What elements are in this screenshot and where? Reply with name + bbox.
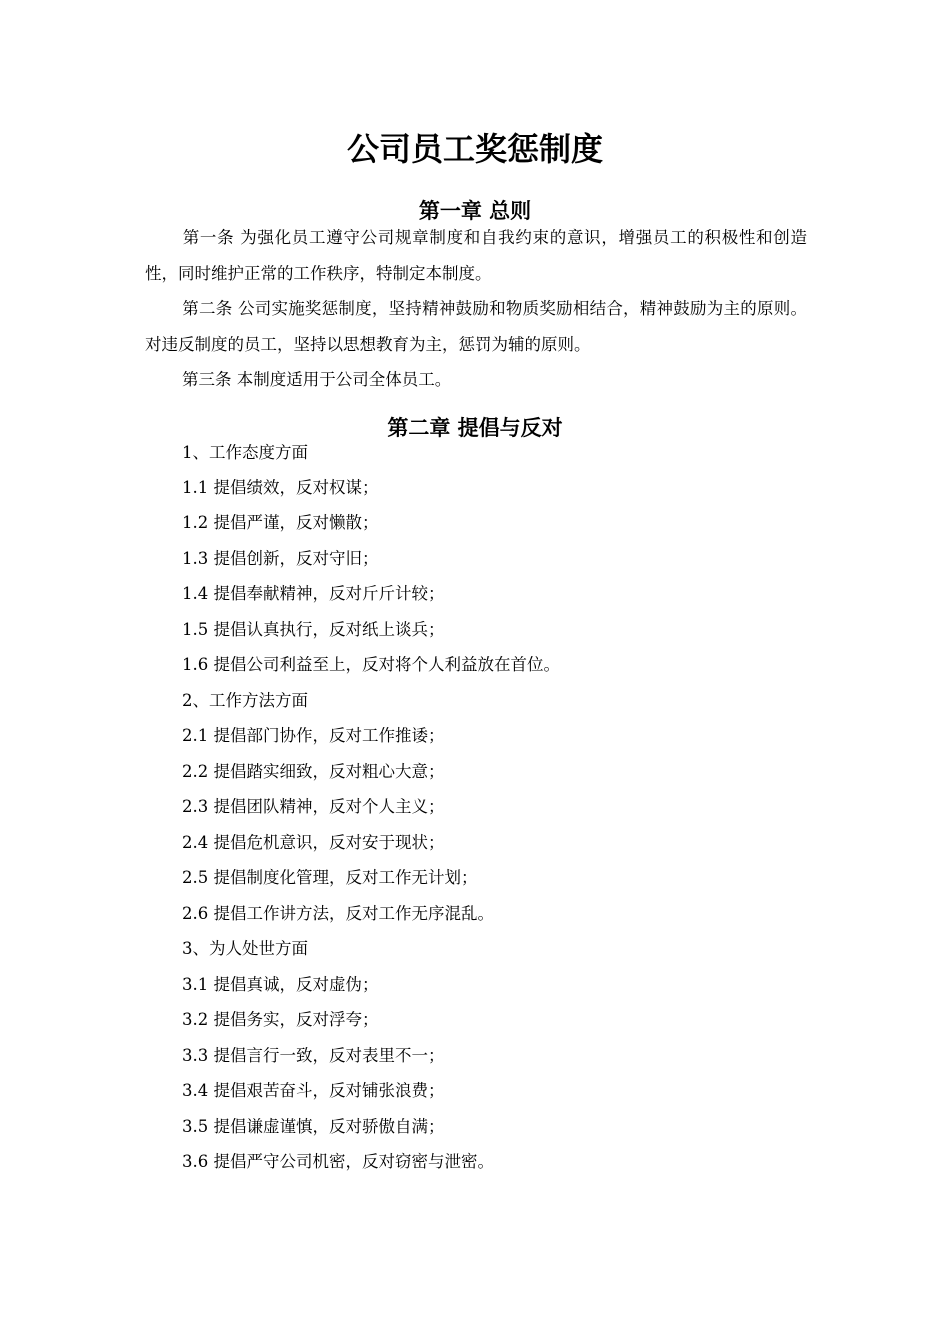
- article-3-text: 第三条 本制度适用于公司全体员工。: [182, 370, 452, 389]
- list-item: 3.5 提倡谦虚谨慎，反对骄傲自满；: [182, 1117, 445, 1136]
- document-title: 公司员工奖惩制度: [346, 130, 603, 168]
- article-3: [145, 362, 807, 398]
- list-item: 2.5 提倡制度化管理，反对工作无计划；: [182, 868, 478, 887]
- list-item: 1.3 提倡创新，反对守旧；: [182, 549, 379, 568]
- list-item: 2.6 提倡工作讲方法，反对工作无序混乱。: [182, 904, 494, 923]
- list-item: 1.6 提倡公司利益至上，反对将个人利益放在首位。: [182, 655, 560, 674]
- list-item: 2.3 提倡团队精神，反对个人主义；: [182, 797, 445, 816]
- list-item: 2.4 提倡危机意识，反对安于现状；: [182, 833, 445, 852]
- list-item: 3.2 提倡务实，反对浮夸；: [182, 1010, 379, 1029]
- list-item: 3.3 提倡言行一致，反对表里不一；: [182, 1046, 445, 1065]
- section-heading: 1、工作态度方面: [182, 443, 308, 462]
- list-item: 2.1 提倡部门协作，反对工作推诿；: [182, 726, 445, 745]
- article-1-text: 第一条 为强化员工遵守公司规章制度和自我约束的意识，增强员工的积极性和创造性，同时维护正常的工作秩序，特制定本制度。: [145, 228, 807, 283]
- list-item: 3.1 提倡真诚，反对虚伪；: [182, 975, 379, 994]
- list-item: 3.6 提倡严守公司机密，反对窃密与泄密。: [182, 1152, 494, 1171]
- list-item: 1.2 提倡严谨，反对懒散；: [182, 513, 379, 532]
- section-heading: 3、为人处世方面: [182, 939, 308, 958]
- article-2-text: 第二条 公司实施奖惩制度，坚持精神鼓励和物质奖励相结合，精神鼓励为主的原则。对违反制度的员工，坚持以思想教育为主，惩罚为辅的原则。: [145, 299, 807, 354]
- list-item: 1.5 提倡认真执行，反对纸上谈兵；: [182, 620, 445, 639]
- list-item: 1.1 提倡绩效，反对权谋；: [182, 478, 379, 497]
- chapter-1-heading: 第一章 总则: [418, 199, 532, 223]
- section-heading: 2、工作方法方面: [182, 691, 308, 710]
- list-item: 1.4 提倡奉献精神，反对斤斤计较；: [182, 584, 445, 603]
- list-item: 2.2 提倡踏实细致，反对粗心大意；: [182, 762, 445, 781]
- article-1: [145, 220, 807, 292]
- list-item: 3.4 提倡艰苦奋斗，反对铺张浪费；: [182, 1081, 445, 1100]
- article-2: [145, 291, 807, 363]
- chapter-2-heading: 第二章 提倡与反对: [387, 416, 563, 440]
